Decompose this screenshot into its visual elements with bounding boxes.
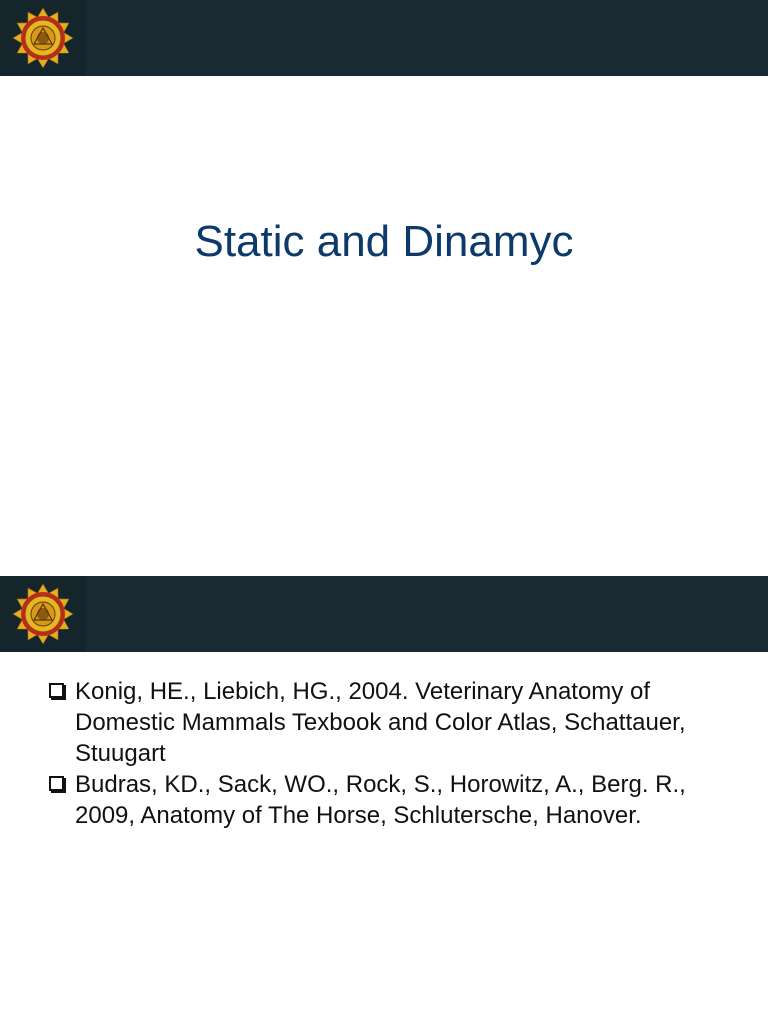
university-emblem-icon [9,7,77,69]
slide-title: Static and Dinamyc [194,217,574,266]
references-slide [0,576,768,1024]
header-bar [0,0,768,76]
university-emblem-icon [9,583,77,645]
checkbox-bullet-icon [49,776,64,791]
reference-item [48,676,738,769]
reference-text: Konig, HE., Liebich, HG., 2004. Veterinary Anatomy of Domestic Mammals Texbook and Color Atlas, Schattauer, Stuugart [75,678,686,767]
reference-list [48,676,738,831]
logo-box [0,0,86,76]
checkbox-bullet-icon [49,683,64,698]
logo-box [0,576,86,652]
reference-text: Budras, KD., Sack, WO., Rock, S., Horowitz, A., Berg. R., 2009, Anatomy of The Horse, Schlutersche, Hanover. [75,771,686,829]
header-bar [0,576,768,652]
reference-item [48,769,738,831]
